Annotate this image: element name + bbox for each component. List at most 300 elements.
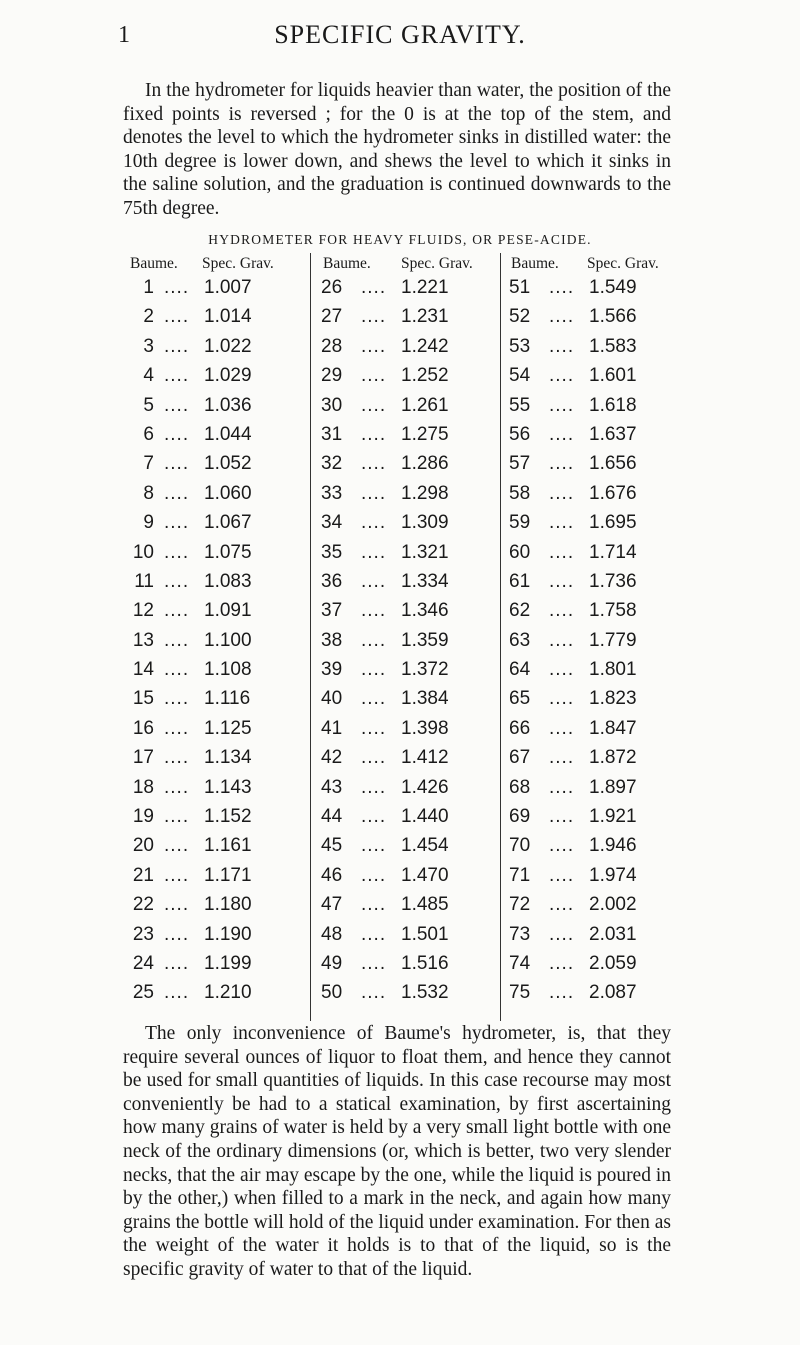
spec-grav-value: 1.286 <box>401 453 449 475</box>
table-row <box>128 567 304 596</box>
table-row <box>128 743 304 772</box>
table-row <box>509 949 677 978</box>
baume-value: 47 <box>321 894 343 916</box>
baume-value: 19 <box>132 806 154 828</box>
dot-leader: .... <box>164 453 190 475</box>
dot-leader: .... <box>549 952 575 974</box>
header-baume: Baume. <box>323 255 371 272</box>
spec-grav-value: 1.231 <box>401 306 449 328</box>
baume-value: 53 <box>509 335 531 357</box>
baume-value: 20 <box>132 835 154 857</box>
dot-leader: .... <box>164 394 190 416</box>
table-row <box>321 743 504 772</box>
dot-leader: .... <box>164 894 190 916</box>
spec-grav-value: 1.470 <box>401 864 449 886</box>
dot-leader: .... <box>549 923 575 945</box>
hydrometer-table <box>128 253 668 1021</box>
table-row <box>509 567 677 596</box>
spec-grav-value: 1.014 <box>204 306 252 328</box>
baume-value: 11 <box>134 570 154 592</box>
spec-grav-value: 1.298 <box>401 482 449 504</box>
table-row <box>321 449 504 478</box>
table-row <box>128 420 304 449</box>
dot-leader: .... <box>361 600 387 622</box>
table-row <box>321 538 504 567</box>
dot-leader: .... <box>361 659 387 681</box>
dot-leader: .... <box>549 982 575 1004</box>
dot-leader: .... <box>549 365 575 387</box>
spec-grav-value: 1.801 <box>589 659 637 681</box>
spec-grav-value: 1.190 <box>204 923 252 945</box>
baume-value: 9 <box>143 512 154 534</box>
spec-grav-value: 1.221 <box>401 277 449 298</box>
table-row <box>321 978 504 1007</box>
dot-leader: .... <box>549 835 575 857</box>
spec-grav-value: 2.031 <box>589 923 637 945</box>
table-row <box>509 773 677 802</box>
table-row <box>509 831 677 860</box>
intro-paragraph: In the hydrometer for liquids heavier than water, the position of the fixed points is reversed ; for the 0 is at the top of the stem, and denotes the level to which the hydrometer sinks in distilled water: the 10th degree is lower down, and shews the level to which it sinks in the saline solution, and the graduation is continued downwards to the 75th degree. <box>123 80 671 219</box>
spec-grav-value: 1.921 <box>589 806 637 828</box>
spec-grav-value: 1.714 <box>589 541 637 563</box>
table-row <box>509 596 677 625</box>
dot-leader: .... <box>361 512 387 534</box>
baume-value: 24 <box>132 952 154 974</box>
spec-grav-value: 1.426 <box>401 776 449 798</box>
dot-leader: .... <box>549 277 575 298</box>
table-row <box>128 831 304 860</box>
baume-value: 18 <box>132 776 154 798</box>
baume-value: 29 <box>321 365 343 387</box>
baume-value: 57 <box>509 453 531 475</box>
spec-grav-value: 1.100 <box>204 629 252 651</box>
table-row <box>509 361 677 390</box>
baume-value: 33 <box>321 482 343 504</box>
dot-leader: .... <box>361 541 387 563</box>
table-row <box>128 273 304 302</box>
dot-leader: .... <box>549 688 575 710</box>
dot-leader: .... <box>361 453 387 475</box>
spec-grav-value: 2.059 <box>589 952 637 974</box>
table-row <box>128 684 304 713</box>
table-row <box>321 391 504 420</box>
baume-value: 73 <box>509 923 531 945</box>
dot-leader: .... <box>549 864 575 886</box>
spec-grav-value: 1.566 <box>589 306 637 328</box>
dot-leader: .... <box>164 541 190 563</box>
spec-grav-value: 1.171 <box>204 864 252 886</box>
spec-grav-value: 1.359 <box>401 629 449 651</box>
baume-value: 5 <box>143 394 154 416</box>
dot-leader: .... <box>549 423 575 445</box>
baume-value: 35 <box>321 541 343 563</box>
table-row <box>128 596 304 625</box>
table-row <box>321 596 504 625</box>
dot-leader: .... <box>164 365 190 387</box>
dot-leader: .... <box>164 717 190 739</box>
spec-grav-value: 1.134 <box>204 747 252 769</box>
spec-grav-value: 1.656 <box>589 453 637 475</box>
dot-leader: .... <box>164 629 190 651</box>
dot-leader: .... <box>549 482 575 504</box>
page-header <box>0 20 800 60</box>
table-row <box>128 626 304 655</box>
table-row <box>128 361 304 390</box>
baume-value: 22 <box>132 894 154 916</box>
dot-leader: .... <box>164 835 190 857</box>
baume-value: 25 <box>132 982 154 1004</box>
table-row <box>509 449 677 478</box>
spec-grav-value: 1.454 <box>401 835 449 857</box>
baume-value: 7 <box>143 453 154 475</box>
dot-leader: .... <box>361 864 387 886</box>
dot-leader: .... <box>164 982 190 1004</box>
table-row <box>321 273 504 302</box>
spec-grav-value: 1.601 <box>589 365 637 387</box>
spec-grav-value: 1.108 <box>204 659 252 681</box>
page-number: 1 <box>118 22 130 48</box>
spec-grav-value: 2.002 <box>589 894 637 916</box>
dot-leader: .... <box>164 952 190 974</box>
table-row <box>509 978 677 1007</box>
table-row <box>509 626 677 655</box>
dot-leader: .... <box>361 365 387 387</box>
baume-value: 55 <box>509 394 531 416</box>
baume-value: 36 <box>321 570 343 592</box>
spec-grav-value: 1.252 <box>401 365 449 387</box>
spec-grav-value: 1.022 <box>204 335 252 357</box>
spec-grav-value: 1.501 <box>401 923 449 945</box>
baume-value: 39 <box>321 659 343 681</box>
outro-paragraph: The only inconvenience of Baume's hydrometer, is, that they require several ounces of liquor to float them, and hence they cannot be used for small quantities of liquids. In this case recourse may most conveniently be had to a statical examination, by first ascertaining how many grains of water is held by a very small light bottle with one neck of the ordinary dimensions (or, which is better, two very slender necks, that the air may escape by the one, while the liquid is poured in by the other,) when filled to a mark in the neck, and again how many grains the bottle will hold of the liquid under examination. For then as the weight of the water it holds is to that of the liquid, so is the specific gravity of water to that of the liquid. <box>123 1023 672 1280</box>
column-header <box>321 253 504 273</box>
baume-value: 31 <box>321 423 343 445</box>
baume-value: 58 <box>509 482 531 504</box>
header-baume: Baume. <box>511 255 559 272</box>
spec-grav-value: 1.637 <box>589 423 637 445</box>
baume-value: 14 <box>132 659 154 681</box>
dot-leader: .... <box>164 277 190 298</box>
baume-value: 3 <box>143 335 154 357</box>
baume-value: 30 <box>321 394 343 416</box>
table-row <box>321 802 504 831</box>
dot-leader: .... <box>361 835 387 857</box>
dot-leader: .... <box>549 335 575 357</box>
table-column <box>500 253 677 1021</box>
baume-value: 64 <box>509 659 531 681</box>
dot-leader: .... <box>164 570 190 592</box>
table-row <box>321 626 504 655</box>
spec-grav-value: 1.398 <box>401 717 449 739</box>
baume-value: 65 <box>509 688 531 710</box>
baume-value: 16 <box>132 717 154 739</box>
baume-value: 48 <box>321 923 343 945</box>
table-row <box>509 302 677 331</box>
baume-value: 50 <box>321 982 343 1004</box>
spec-grav-value: 1.412 <box>401 747 449 769</box>
table-row <box>509 332 677 361</box>
spec-grav-value: 1.695 <box>589 512 637 534</box>
table-row <box>509 802 677 831</box>
spec-grav-value: 1.758 <box>589 600 637 622</box>
baume-value: 75 <box>509 982 531 1004</box>
spec-grav-value: 1.974 <box>589 864 637 886</box>
table-row <box>128 508 304 537</box>
dot-leader: .... <box>164 923 190 945</box>
dot-leader: .... <box>361 952 387 974</box>
spec-grav-value: 1.872 <box>589 747 637 769</box>
dot-leader: .... <box>549 512 575 534</box>
baume-value: 66 <box>509 717 531 739</box>
table-row <box>509 273 677 302</box>
baume-value: 21 <box>132 864 154 886</box>
dot-leader: .... <box>549 570 575 592</box>
baume-value: 34 <box>321 512 343 534</box>
spec-grav-value: 1.736 <box>589 570 637 592</box>
header-baume: Baume. <box>130 255 178 272</box>
table-row <box>321 890 504 919</box>
table-row <box>509 890 677 919</box>
baume-value: 41 <box>321 717 343 739</box>
spec-grav-value: 1.516 <box>401 952 449 974</box>
spec-grav-value: 1.029 <box>204 365 252 387</box>
dot-leader: .... <box>361 570 387 592</box>
table-row <box>128 655 304 684</box>
spec-grav-value: 1.897 <box>589 776 637 798</box>
table-row <box>321 508 504 537</box>
dot-leader: .... <box>361 277 387 298</box>
dot-leader: .... <box>549 717 575 739</box>
dot-leader: .... <box>549 629 575 651</box>
dot-leader: .... <box>361 806 387 828</box>
table-column <box>128 253 304 1021</box>
baume-value: 8 <box>143 482 154 504</box>
dot-leader: .... <box>164 423 190 445</box>
spec-grav-value: 1.036 <box>204 394 252 416</box>
baume-value: 13 <box>132 629 154 651</box>
dot-leader: .... <box>164 335 190 357</box>
table-row <box>128 449 304 478</box>
column-header <box>509 253 677 273</box>
spec-grav-value: 1.143 <box>204 776 252 798</box>
baume-value: 52 <box>509 306 531 328</box>
dot-leader: .... <box>361 982 387 1004</box>
dot-leader: .... <box>549 776 575 798</box>
spec-grav-value: 1.083 <box>204 570 252 592</box>
table-row <box>321 479 504 508</box>
table-row <box>509 420 677 449</box>
dot-leader: .... <box>361 776 387 798</box>
dot-leader: .... <box>549 394 575 416</box>
table-row <box>321 361 504 390</box>
table-row <box>321 861 504 890</box>
spec-grav-value: 1.152 <box>204 806 252 828</box>
table-row <box>128 949 304 978</box>
spec-grav-value: 1.485 <box>401 894 449 916</box>
baume-value: 54 <box>509 365 531 387</box>
table-row <box>128 302 304 331</box>
spec-grav-value: 1.075 <box>204 541 252 563</box>
baume-value: 74 <box>509 952 531 974</box>
baume-value: 62 <box>509 600 531 622</box>
table-column <box>310 253 504 1021</box>
dot-leader: .... <box>164 864 190 886</box>
baume-value: 70 <box>509 835 531 857</box>
table-row <box>509 508 677 537</box>
baume-value: 28 <box>321 335 343 357</box>
spec-grav-value: 1.583 <box>589 335 637 357</box>
dot-leader: .... <box>549 453 575 475</box>
dot-leader: .... <box>549 806 575 828</box>
spec-grav-value: 1.007 <box>204 277 252 298</box>
baume-value: 23 <box>132 923 154 945</box>
table-row <box>128 391 304 420</box>
spec-grav-value: 1.549 <box>589 277 637 298</box>
spec-grav-value: 1.210 <box>204 982 252 1004</box>
baume-value: 2 <box>143 306 154 328</box>
baume-value: 42 <box>321 747 343 769</box>
spec-grav-value: 1.180 <box>204 894 252 916</box>
spec-grav-value: 1.161 <box>204 835 252 857</box>
table-row <box>128 861 304 890</box>
dot-leader: .... <box>549 894 575 916</box>
baume-value: 49 <box>321 952 343 974</box>
dot-leader: .... <box>164 482 190 504</box>
table-row <box>321 332 504 361</box>
table-row <box>128 802 304 831</box>
dot-leader: .... <box>361 394 387 416</box>
table-row <box>128 479 304 508</box>
spec-grav-value: 1.779 <box>589 629 637 651</box>
spec-grav-value: 1.275 <box>401 423 449 445</box>
spec-grav-value: 1.052 <box>204 453 252 475</box>
table-row <box>321 684 504 713</box>
baume-value: 27 <box>321 306 343 328</box>
dot-leader: .... <box>164 688 190 710</box>
dot-leader: .... <box>549 306 575 328</box>
baume-value: 1 <box>143 277 154 298</box>
table-row <box>509 714 677 743</box>
header-spec-grav: Spec. Grav. <box>202 255 274 272</box>
spec-grav-value: 1.125 <box>204 717 252 739</box>
baume-value: 71 <box>509 864 531 886</box>
table-row <box>509 655 677 684</box>
baume-value: 17 <box>132 747 154 769</box>
dot-leader: .... <box>164 747 190 769</box>
table-row <box>128 714 304 743</box>
table-row <box>321 567 504 596</box>
running-head: SPECIFIC GRAVITY. <box>274 20 526 49</box>
header-spec-grav: Spec. Grav. <box>587 255 659 272</box>
spec-grav-value: 1.946 <box>589 835 637 857</box>
table-row <box>321 714 504 743</box>
spec-grav-value: 1.440 <box>401 806 449 828</box>
dot-leader: .... <box>361 923 387 945</box>
baume-value: 4 <box>143 365 154 387</box>
spec-grav-value: 1.242 <box>401 335 449 357</box>
dot-leader: .... <box>361 482 387 504</box>
table-row <box>321 920 504 949</box>
dot-leader: .... <box>164 512 190 534</box>
dot-leader: .... <box>361 688 387 710</box>
table-row <box>321 773 504 802</box>
baume-value: 59 <box>509 512 531 534</box>
spec-grav-value: 2.087 <box>589 982 637 1004</box>
spec-grav-value: 1.346 <box>401 600 449 622</box>
table-row <box>509 684 677 713</box>
baume-value: 43 <box>321 776 343 798</box>
table-row <box>321 420 504 449</box>
table-row <box>128 773 304 802</box>
dot-leader: .... <box>361 747 387 769</box>
spec-grav-value: 1.847 <box>589 717 637 739</box>
baume-value: 40 <box>321 688 343 710</box>
dot-leader: .... <box>361 306 387 328</box>
dot-leader: .... <box>361 717 387 739</box>
table-row <box>321 831 504 860</box>
spec-grav-value: 1.116 <box>204 688 251 710</box>
baume-value: 46 <box>321 864 343 886</box>
table-row <box>509 743 677 772</box>
baume-value: 32 <box>321 453 343 475</box>
table-row <box>509 479 677 508</box>
dot-leader: .... <box>164 659 190 681</box>
dot-leader: .... <box>549 747 575 769</box>
spec-grav-value: 1.044 <box>204 423 252 445</box>
baume-value: 72 <box>509 894 531 916</box>
spec-grav-value: 1.532 <box>401 982 449 1004</box>
spec-grav-value: 1.060 <box>204 482 252 504</box>
baume-value: 10 <box>132 541 154 563</box>
baume-value: 15 <box>132 688 154 710</box>
dot-leader: .... <box>164 776 190 798</box>
spec-grav-value: 1.618 <box>589 394 637 416</box>
spec-grav-value: 1.676 <box>589 482 637 504</box>
dot-leader: .... <box>164 600 190 622</box>
dot-leader: .... <box>164 806 190 828</box>
table-row <box>509 861 677 890</box>
table-row <box>321 949 504 978</box>
baume-value: 12 <box>132 600 154 622</box>
dot-leader: .... <box>361 423 387 445</box>
dot-leader: .... <box>549 659 575 681</box>
table-row <box>128 890 304 919</box>
dot-leader: .... <box>361 894 387 916</box>
dot-leader: .... <box>361 629 387 651</box>
baume-value: 56 <box>509 423 531 445</box>
table-row <box>509 538 677 567</box>
spec-grav-value: 1.261 <box>401 394 449 416</box>
table-title: HYDROMETER FOR HEAVY FLUIDS, OR PESE-ACIDE. <box>208 232 592 247</box>
table-row <box>128 978 304 1007</box>
spec-grav-value: 1.199 <box>204 952 252 974</box>
table-row <box>128 920 304 949</box>
dot-leader: .... <box>164 306 190 328</box>
dot-leader: .... <box>361 335 387 357</box>
baume-value: 38 <box>321 629 343 651</box>
baume-value: 60 <box>509 541 531 563</box>
table-row <box>128 332 304 361</box>
spec-grav-value: 1.334 <box>401 570 449 592</box>
header-spec-grav: Spec. Grav. <box>401 255 473 272</box>
spec-grav-value: 1.384 <box>401 688 449 710</box>
baume-value: 37 <box>321 600 343 622</box>
spec-grav-value: 1.321 <box>401 541 449 563</box>
baume-value: 44 <box>321 806 343 828</box>
baume-value: 45 <box>321 835 343 857</box>
table-row <box>128 538 304 567</box>
baume-value: 67 <box>509 747 531 769</box>
